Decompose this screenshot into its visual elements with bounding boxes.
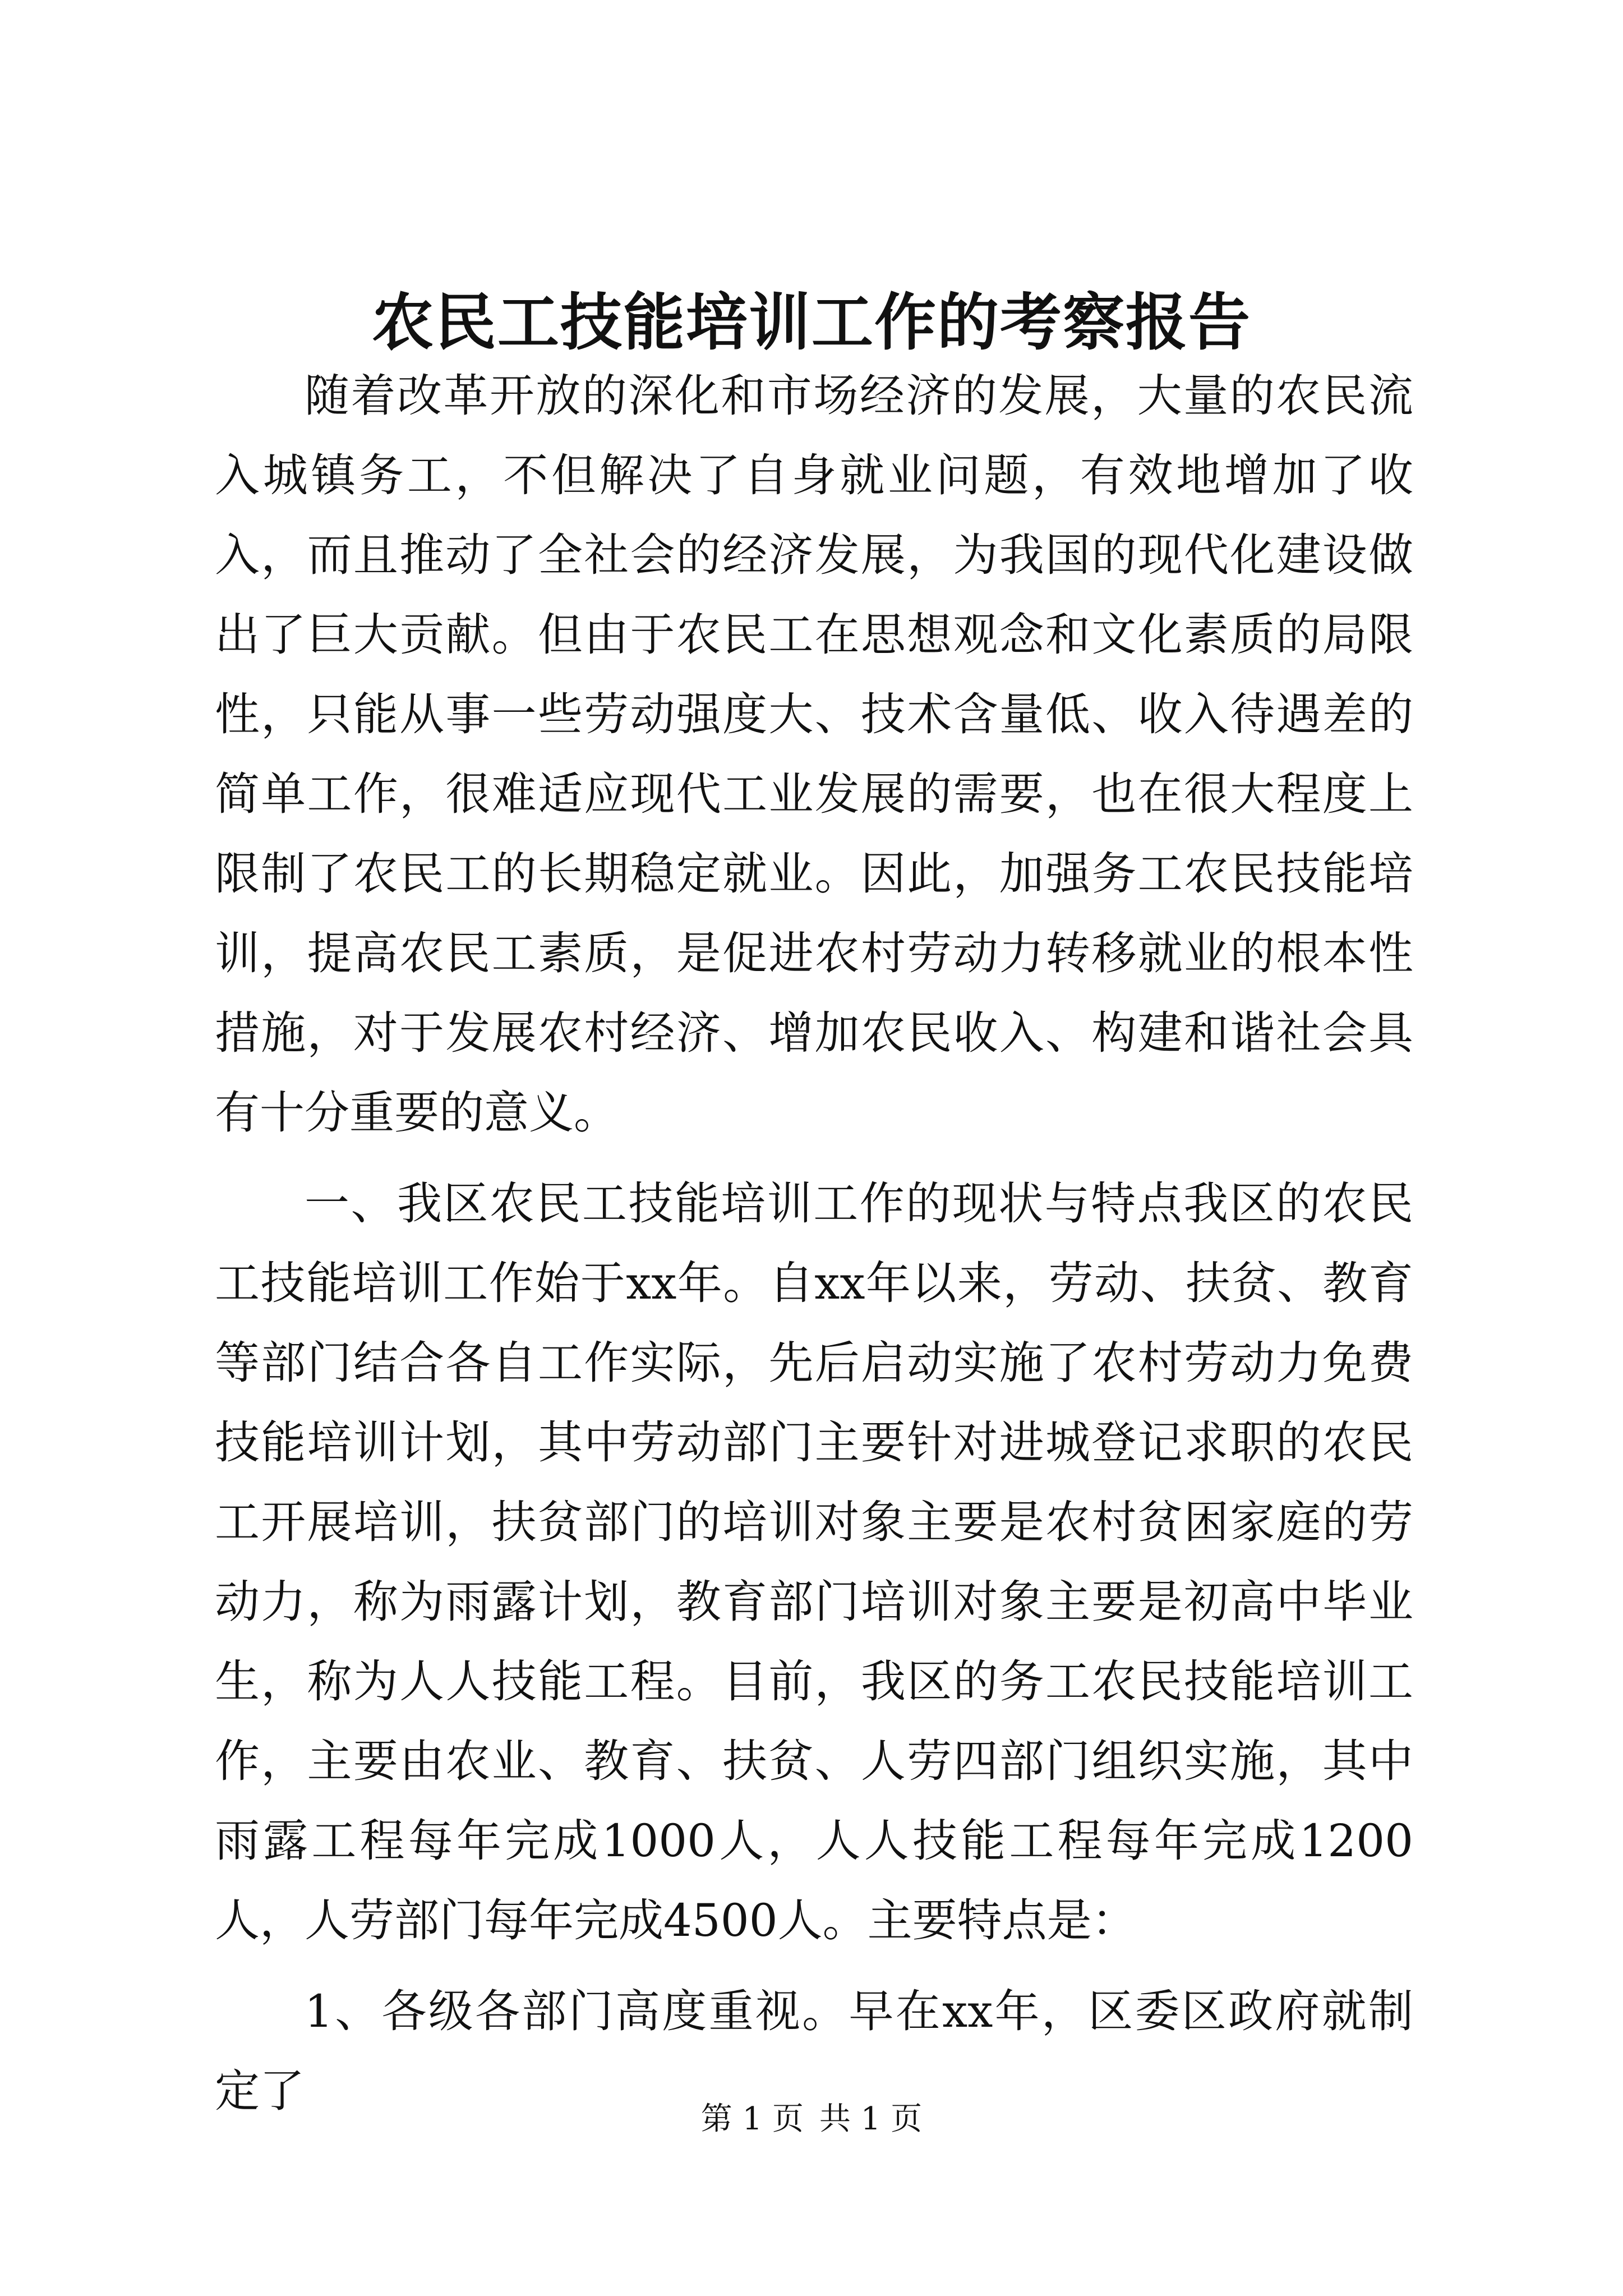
page-total: 共 1 页 (819, 2101, 923, 2137)
page-number: 第 1 页 (700, 2101, 804, 2137)
paragraph-point-1: 1、各级各部门高度重视。早在xx年，区委区政府就制定了 (215, 1985, 1413, 2117)
page-footer (0, 2097, 1623, 2142)
paragraph-intro: 随着改革开放的深化和市场经济的发展，大量的农民流入城镇务工，不但解决了自身就业问题，有效地增加了收入，而且推动了全社会的经济发展，为我国的现代化建设做出了巨大贡献。但由于农民工在思想观念和文化素质的局限性，只能从事一些劳动强度大、技术含量低、收入待遇差的简单工作，很难适应现代工业发展的需要，也在很大程度上限制了农民工的长期稳定就业。因此，加强务工农民技能培训，提高农民工素质，是促进农村劳动力转移就业的根本性措施，对于发展农村经济、增加农民收入、构建和谐社会具有十分重要的意义。 (215, 370, 1413, 1139)
document-body (215, 356, 1413, 2131)
document-title: 农民工技能培训工作的考察报告 (372, 286, 1251, 358)
paragraph-status: 一、我区农民工技能培训工作的现状与特点我区的农民工技能培训工作始于xx年。自xx年以来，劳动、扶贫、教育等部门结合各自工作实际，先后启动实施了农村劳动力免费技能培训计划，其中劳动部门主要针对进城登记求职的农民工开展培训，扶贫部门的培训对象主要是农村贫困家庭的劳动力，称为雨露计划，教育部门培训对象主要是初高中毕业生，称为人人技能工程。目前，我区的务工农民技能培训工作，主要由农业、教育、扶贫、人劳四部门组织实施，其中雨露工程每年完成1000人，人人技能工程每年完成1200人，人劳部门每年完成4500人。主要特点是： (215, 1177, 1413, 1947)
